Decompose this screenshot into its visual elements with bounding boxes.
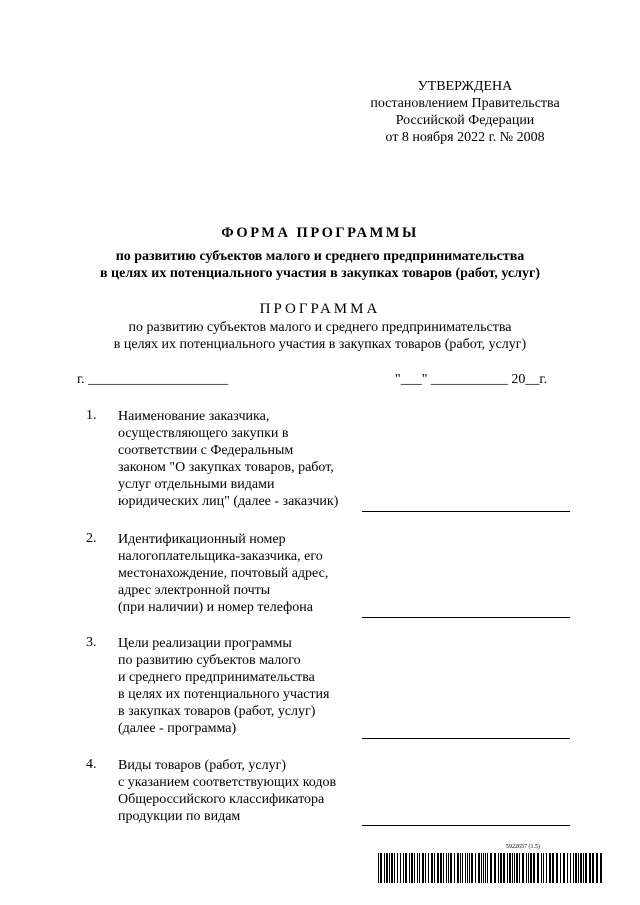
- item-description: [118, 408, 368, 510]
- answer-line[interactable]: [362, 738, 570, 739]
- item-number: 2.: [86, 531, 97, 546]
- program-subtitle-line: в целях их потенциального участия в закупках товаров (работ, услуг): [113, 337, 527, 352]
- barcode-bar: [514, 853, 515, 883]
- barcode: [378, 853, 602, 883]
- barcode-bar: [443, 853, 444, 883]
- item-line: услуг отдельными видами: [118, 477, 275, 492]
- barcode-bar: [498, 853, 499, 883]
- barcode-bar: [526, 853, 527, 883]
- answer-line[interactable]: [362, 511, 570, 512]
- barcode-bar: [414, 853, 415, 883]
- barcode-bar: [530, 853, 532, 883]
- item-line: продукции по видам: [118, 809, 241, 824]
- item-line: (далее - программа): [118, 721, 237, 736]
- item-line: законом "О закупках товаров, работ,: [118, 460, 334, 475]
- program-subtitle: [0, 319, 640, 353]
- barcode-bar: [541, 853, 542, 883]
- barcode-bar: [446, 853, 447, 883]
- barcode-bar: [434, 853, 435, 883]
- barcode-bar: [549, 853, 551, 883]
- barcode-bar: [560, 853, 561, 883]
- barcode-bar: [563, 853, 565, 883]
- barcode-bar: [422, 853, 424, 883]
- barcode-bar: [378, 853, 379, 883]
- form-subtitle: [0, 248, 640, 282]
- barcode-bar: [522, 853, 524, 883]
- barcode-bar: [494, 853, 496, 883]
- barcode-bar: [556, 853, 558, 883]
- barcode-bar: [403, 853, 404, 883]
- barcode-bar: [465, 853, 466, 883]
- item-line: (при наличии) и номер телефона: [118, 600, 313, 615]
- barcode-bar: [391, 853, 393, 883]
- item-description: [118, 635, 368, 737]
- item-line: Виды товаров (работ, услуг): [118, 758, 287, 773]
- barcode-bar: [419, 853, 420, 883]
- item-line: адрес электронной почты: [118, 583, 271, 598]
- item-line: в закупках товаров (работ, услуг): [118, 704, 316, 719]
- program-title: ПРОГРАММА: [259, 301, 381, 317]
- barcode-bar: [483, 853, 484, 883]
- item-line: Цели реализации программы: [118, 636, 292, 651]
- answer-line[interactable]: [362, 825, 570, 826]
- barcode-bar: [400, 853, 401, 883]
- barcode-bar: [585, 853, 587, 883]
- item-line: осуществляющего закупки в: [118, 426, 289, 441]
- approval-block: [330, 78, 600, 146]
- barcode-bar: [575, 853, 577, 883]
- form-subtitle-line: по развитию субъектов малого и среднего предпринимательства: [115, 249, 525, 264]
- answer-line[interactable]: [362, 617, 570, 618]
- barcode-bar: [490, 853, 492, 883]
- item-line: в целях их потенциального участия: [118, 687, 330, 702]
- item-number: 3.: [86, 635, 97, 650]
- barcode-bar: [537, 853, 539, 883]
- barcode-bar: [397, 853, 398, 883]
- barcode-bar: [380, 853, 382, 883]
- item-line: Наименование заказчика,: [118, 409, 270, 424]
- barcode-bar: [467, 853, 468, 883]
- barcode-bar: [528, 853, 529, 883]
- barcode-bar: [411, 853, 413, 883]
- barcode-bar: [570, 853, 571, 883]
- item-line: налогоплательщика-заказчика, его: [118, 549, 323, 564]
- barcode-bar: [516, 853, 518, 883]
- barcode-bar: [460, 853, 461, 883]
- barcode-bar: [573, 853, 574, 883]
- barcode-bar: [500, 853, 502, 883]
- barcode-bar: [519, 853, 520, 883]
- barcode-bar: [428, 853, 429, 883]
- barcode-bar: [437, 853, 439, 883]
- barcode-bar: [509, 853, 511, 883]
- item-line: юридических лиц" (далее - заказчик): [118, 494, 339, 509]
- barcode-bar: [481, 853, 482, 883]
- barcode-bar: [462, 853, 463, 883]
- barcode-bar: [454, 853, 455, 883]
- barcode-bar: [589, 853, 591, 883]
- barcode-bar: [580, 853, 582, 883]
- barcode-bar: [425, 853, 426, 883]
- item-line: с указанием соответствующих кодов: [118, 775, 337, 790]
- item-line: и среднего предпринимательства: [118, 670, 315, 685]
- barcode-bar: [533, 853, 535, 883]
- barcode-bar: [386, 853, 388, 883]
- barcode-bar: [469, 853, 470, 883]
- barcode-bar: [512, 853, 513, 883]
- barcode-bar: [394, 853, 395, 883]
- barcode-number: 5922657 (1.5): [506, 844, 540, 850]
- city-field: г. ____________________: [77, 372, 229, 387]
- item-line: местонахождение, почтовый адрес,: [118, 566, 329, 581]
- barcode-bar: [440, 853, 442, 883]
- barcode-bar: [552, 853, 554, 883]
- barcode-bar: [578, 853, 579, 883]
- barcode-bar: [384, 853, 385, 883]
- approval-country: Российской Федерации: [395, 113, 535, 128]
- item-line: по развитию субъектов малого: [118, 653, 301, 668]
- approval-decree: постановлением Правительства: [370, 96, 560, 111]
- approval-heading: УТВЕРЖДЕНА: [417, 79, 513, 94]
- barcode-bar: [450, 853, 452, 883]
- date-field: "___" ___________ 20__г.: [395, 372, 548, 387]
- form-subtitle-line: в целях их потенциального участия в закупках товаров (работ, услуг): [99, 266, 541, 281]
- item-line: Идентификационный номер: [118, 532, 286, 547]
- barcode-bar: [592, 853, 594, 883]
- item-line: соответствии с Федеральным: [118, 443, 294, 458]
- barcode-bar: [600, 853, 602, 883]
- item-description: [118, 531, 368, 616]
- barcode-bar: [471, 853, 473, 883]
- item-number: 4.: [86, 757, 97, 772]
- barcode-bar: [457, 853, 459, 883]
- barcode-bar: [448, 853, 449, 883]
- barcode-bar: [567, 853, 568, 883]
- barcode-bar: [475, 853, 476, 883]
- item-number: 1.: [86, 408, 97, 423]
- item-line: Общероссийского классификатора: [118, 792, 325, 807]
- barcode-bar: [546, 853, 547, 883]
- barcode-bar: [485, 853, 486, 883]
- form-title: ФОРМА ПРОГРАММЫ: [221, 225, 419, 241]
- barcode-bar: [389, 853, 390, 883]
- program-subtitle-line: по развитию субъектов малого и среднего предпринимательства: [128, 320, 512, 335]
- approval-date: от 8 ноября 2022 г. № 2008: [385, 130, 545, 145]
- barcode-bar: [405, 853, 407, 883]
- barcode-bar: [507, 853, 508, 883]
- barcode-bar: [543, 853, 544, 883]
- barcode-bar: [487, 853, 488, 883]
- item-description: [118, 757, 368, 825]
- barcode-bar: [596, 853, 598, 883]
- barcode-bar: [583, 853, 584, 883]
- barcode-bar: [478, 853, 480, 883]
- barcode-bar: [431, 853, 433, 883]
- barcode-bar: [417, 853, 418, 883]
- barcode-bar: [409, 853, 410, 883]
- barcode-bar: [503, 853, 505, 883]
